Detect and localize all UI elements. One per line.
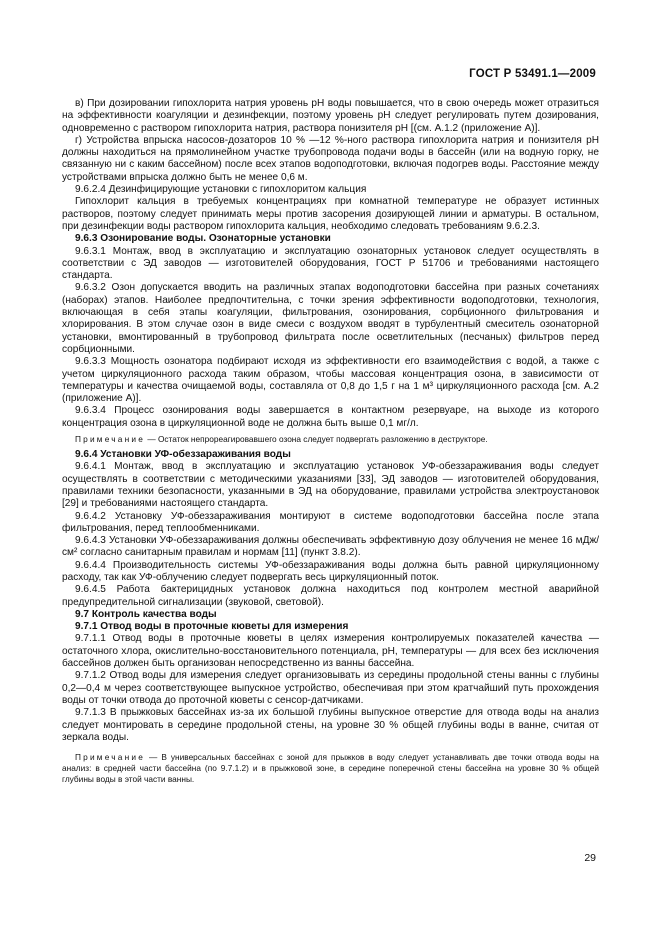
section-heading: 9.6.3 Озонирование воды. Озонаторные установки [75,233,331,245]
paragraph: 9.7.1.2 Отвод воды для измерения следует организовывать из середины продольной стены ванны с глубины 0,2—0,4 м через соответствующее выпускное устройство, обеспечивая при этом кратчайший путь прохождения воды от точки отвода до проточной кюветы с сенсор-датчиками. [62,670,599,706]
paragraph: 9.6.3.3 Мощность озонатора подбирают исходя из эффективности его взаимодействия с водой, а также с учетом циркуляционного расхода таким образом, чтобы массовая концентрация озона, в зависимости от температуры и качества очищаемой воды, составляла от 0,8 до 1,5 г на 1 м³ циркуляционного расхода [см. А.2 (приложение А)]. [62,356,599,405]
paragraph: 9.6.3.2 Озон допускается вводить на различных этапах водоподготовки бассейна при разных сочетаниях (наборах) этапов. Наиболее предпочтительна, с точки зрения эффективности водоподготовки, технология, включающая в себя этапы коагуляции, фильтрования, озонирования, сорбционного фильтрования и хлорирования. В этом случае озон в виде смеси с воздухом вводят в турбулентный смеситель озонаторной установки, вмонтированный в трубопровод фильтрата после осветлительных (песчаных) фильтров перед сорбционными. [62,282,599,355]
note [62,434,599,445]
paragraph: 9.6.4.3 Установки УФ-обеззараживания должны обеспечивать эффективную дозу облучения не менее 16 мДж/см² согласно санитарным правилам и нормам [11] (пункт 3.8.2). [62,535,599,559]
note-label: Примечание [75,752,146,763]
paragraph: 9.6.4.2 Установку УФ-обеззараживания монтируют в системе водоподготовки бассейна после этапа фильтрования, перед теплообменниками. [62,510,599,534]
document-header: ГОСТ Р 53491.1—2009 [469,68,596,80]
section-heading: 9.7 Контроль качества воды [75,608,217,620]
paragraph: 9.6.4.1 Монтаж, ввод в эксплуатацию и эксплуатацию установок УФ-обеззараживания воды следует осуществлять в соответствии с методическими указаниями [33], ЭД заводов — изготовителей оборудования, правилами техники безопасности, указанными в ЭД на оборудование, правилами устройства электроустановок [29] и требованиями настоящего стандарта. [62,461,599,510]
note-text: — В универсальных бассейнах с зоной для прыжков в воду следует устанавливать две точки отвода воды на анализ: в средней части бассейна (по 9.7.1.2) и в прыжковой зоне, в середине поперечной стены бассейна на уровне 30 % общей глубины воды в этой части ванны. [62,752,599,785]
paragraph: Гипохлорит кальция в требуемых концентрациях при комнатной температуре не образует истинных растворов, поэтому следует принимать меры против засорения дозирующей линии и арматуры. В остальном, при дезинфекции воды раствором гипохлорита кальция, необходимо следовать требованиям 9.6.2.3. [62,196,599,232]
note [62,752,599,785]
document-body [62,98,599,785]
paragraph: 9.7.1.3 В прыжковых бассейнах из-за их большой глубины выпускное отверстие для отвода воды на анализ следует монтировать в середине продольной стены, на уровне 30 % общей глубины воды в ванне, считая от зеркала воды. [62,707,599,743]
note-text: — Остаток непрореагировавшего озона следует подвергать разложению в деструкторе. [145,434,488,445]
paragraph: 9.6.3.1 Монтаж, ввод в эксплуатацию и эксплуатацию озонаторных установок следует осуществлять в соответствии с ЭД заводов — изготовителей оборудования, ГОСТ Р 51706 и требованиями настоящего стандарта. [62,245,599,282]
note-label: Примечание [75,434,146,445]
page-number: 29 [584,852,596,864]
paragraph: в) При дозировании гипохлорита натрия уровень pH воды повышается, что в свою очередь может отразиться на эффективности коагуляции и дезинфекции, поэтому уровень pH следует регулировать путем дозирования, одновременно с раствором гипохлорита натрия, раствора понизителя pH [(см. А.1.2 (приложение А)]. [62,98,599,134]
paragraph: 9.6.3.4 Процесс озонирования воды завершается в контактном резервуаре, на выходе из которого концентрация озона в циркуляционной воде не должна быть выше 0,1 мг/л. [62,405,599,429]
section-heading: 9.7.1 Отвод воды в проточные кюветы для измерения [75,621,349,633]
paragraph: 9.6.4.5 Работа бактерицидных установок должна находиться под контролем местной аварийной предупредительной сигнализации (звуковой, световой). [62,584,599,608]
paragraph: г) Устройства впрыска насосов-дозаторов 10 % —12 %-ного раствора гипохлорита натрия и понизителя pH должны находиться на прямолинейном участке трубопровода подачи воды в бассейн (или на водную горку, не связанную ни с каким бассейном) после всех этапов водоподготовки, включая подогрев воды. Расстояние между устройствами впрыска должно быть не менее 0,6 м. [62,134,599,183]
section-heading: 9.6.4 Установки УФ-обеззараживания воды [75,449,291,461]
paragraph: 9.6.4.4 Производительность системы УФ-обеззараживания воды должна быть равной циркуляционному расходу, так как УФ-облучению следует подвергать весь циркуляционный поток. [62,559,599,583]
paragraph: 9.7.1.1 Отвод воды в проточные кюветы в целях измерения контролируемых показателей качества — остаточного хлора, окислительно-восстановительного потенциала, pH, температуры — для всех без исключения бассейнов должен быть организован непосредственно из ванны бассейна. [62,633,599,670]
paragraph: 9.6.2.4 Дезинфицирующие установки с гипохлоритом кальция [75,184,367,196]
